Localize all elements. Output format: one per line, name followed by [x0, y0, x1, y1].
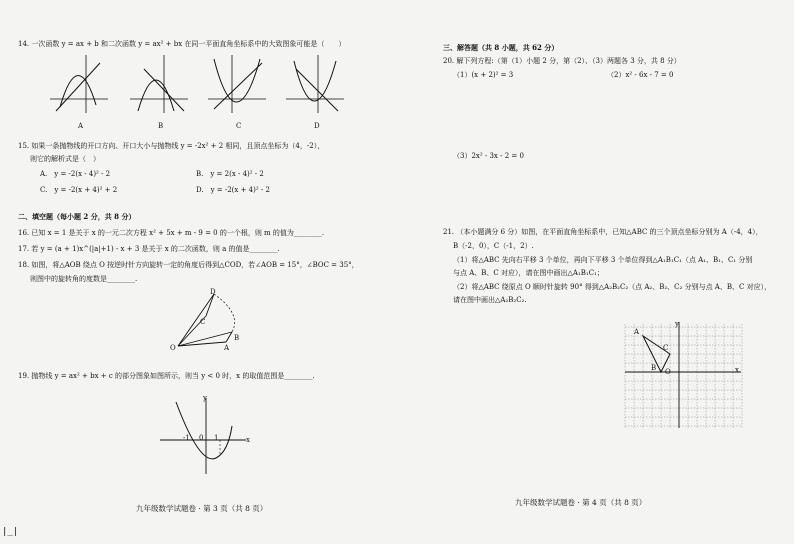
section-3-heading: 三、解答题（共 8 小题，共 62 分）: [443, 43, 559, 52]
grid-label-c: C: [663, 344, 669, 352]
q15-stem-2: 则它的解析式是（ ）: [30, 155, 100, 163]
q21-part-2-b: 请在图中画出△A₂B₂C₂.: [453, 296, 527, 304]
q21-b: B（-2，0），C（-1，2）.: [453, 242, 534, 250]
q16: 16. 已知 x = 1 是关于 x 的一元二次方程 x² + 5x + m - 9 = 0 的一个根，则 m 的值为________.: [18, 229, 325, 237]
q19-figure: [160, 396, 250, 476]
q21: 21. （本小题满分 6 分）如图，在平面直角坐标系中，已知△ABC 的三个顶点坐标分别为 A（-4，4），: [443, 228, 763, 236]
q15-stem: 15. 如果一条抛物线的开口方向、开口大小与抛物线 y = -2x² + 2 相同，且顶点坐标为（4，-2），: [18, 142, 325, 150]
grid-label-x: x: [735, 366, 739, 374]
q20-part-3: （3）2x² - 3x - 2 = 0: [453, 152, 524, 160]
q14-graph-b: [130, 55, 190, 115]
q14-option-d: D: [314, 122, 320, 130]
q14-graph-c: [208, 55, 268, 115]
q19-label-x: x: [246, 436, 250, 444]
footer-page-3: 九年级数学试题卷 · 第 3 页（共 8 页）: [136, 504, 268, 513]
grid-label-y: y: [675, 320, 679, 328]
corner-mark: |_|: [2, 527, 19, 537]
q21-part-1: （1）将△ABC 先向右平移 3 个单位，再向下平移 3 个单位得到△A₁B₁C₁（点 A₁、B₁、C₁ 分别: [453, 256, 753, 264]
q20: 20. 解下列方程:（第（1）小题 2 分，第（2）、（3）两题各 3 分，共 8 分）: [443, 57, 681, 65]
footer-page-4: 九年级数学试题卷 · 第 4 页（共 8 页）: [515, 498, 647, 507]
q19-label-neg1: -1: [183, 434, 190, 442]
q18-label-c: C: [200, 318, 206, 326]
q14-option-a: A: [78, 122, 84, 130]
grid-label-o: O: [665, 368, 671, 376]
q17: 17. 若 y = (a + 1)x^(|a|+1) - x + 3 是关于 x 的二次函数，则 a 的值是________.: [18, 245, 280, 253]
q15-option-c: C. y = -2(x + 4)² + 2: [40, 186, 118, 194]
section-2-heading: 二、填空题（每小题 2 分，共 8 分）: [18, 212, 136, 221]
q14-stem: 14. 一次函数 y = ax + b 和二次函数 y = ax² + bx 在同一平面直角坐标系中的大致图象可能是（ ）: [18, 40, 346, 48]
q20-part-1: （1）(x + 2)² = 3: [453, 71, 514, 79]
q18-label-o: O: [170, 344, 176, 352]
q19-label-one: 1: [214, 434, 219, 442]
q18-label-d: D: [210, 288, 216, 296]
q14-graph-d: [286, 55, 346, 115]
q18-label-a: A: [224, 344, 230, 352]
q21-part-2: （2）将△ABC 绕原点 O 顺时针旋转 90° 得到△A₂B₂C₂（点 A₂、B₂、C₂ 分别与点 A、B、C 对应），: [453, 283, 772, 291]
grid-label-a: A: [634, 328, 640, 336]
q18-label-b: B: [234, 334, 240, 342]
q21-part-1-b: 与点 A、B、C 对应），请在图中画出△A₁B₁C₁；: [453, 269, 604, 277]
q14-option-b: B: [158, 122, 164, 130]
right-page: [397, 0, 794, 544]
q18: 18. 如图，将△AOB 绕点 O 按逆时针方向旋转一定的角度后得到△COD，若∠AOB = 15°，∠BOC = 35°，: [18, 261, 359, 269]
q21-coordinate-grid: [623, 322, 743, 430]
q19-label-y: y: [203, 394, 207, 402]
q20-part-2: （2）x² - 6x - 7 = 0: [607, 71, 674, 79]
q14-graph-a: [50, 55, 110, 115]
q18-figure: [168, 288, 268, 358]
grid-label-b: B: [651, 364, 657, 372]
q19-label-zero: 0: [199, 434, 204, 442]
q15-option-d: D. y = -2(x + 4)² - 2: [196, 186, 270, 194]
q18-b: 则图中的旋转角的度数是________.: [30, 275, 138, 283]
q15-option-a: A. y = -2(x - 4)² - 2: [40, 170, 111, 178]
q19: 19. 抛物线 y = ax² + bx + c 的部分图象如图所示，则当 y < 0 时，x 的取值范围是________.: [18, 372, 315, 380]
q14-option-c: C: [236, 122, 242, 130]
q15-option-b: B. y = 2(x - 4)² - 2: [196, 170, 264, 178]
